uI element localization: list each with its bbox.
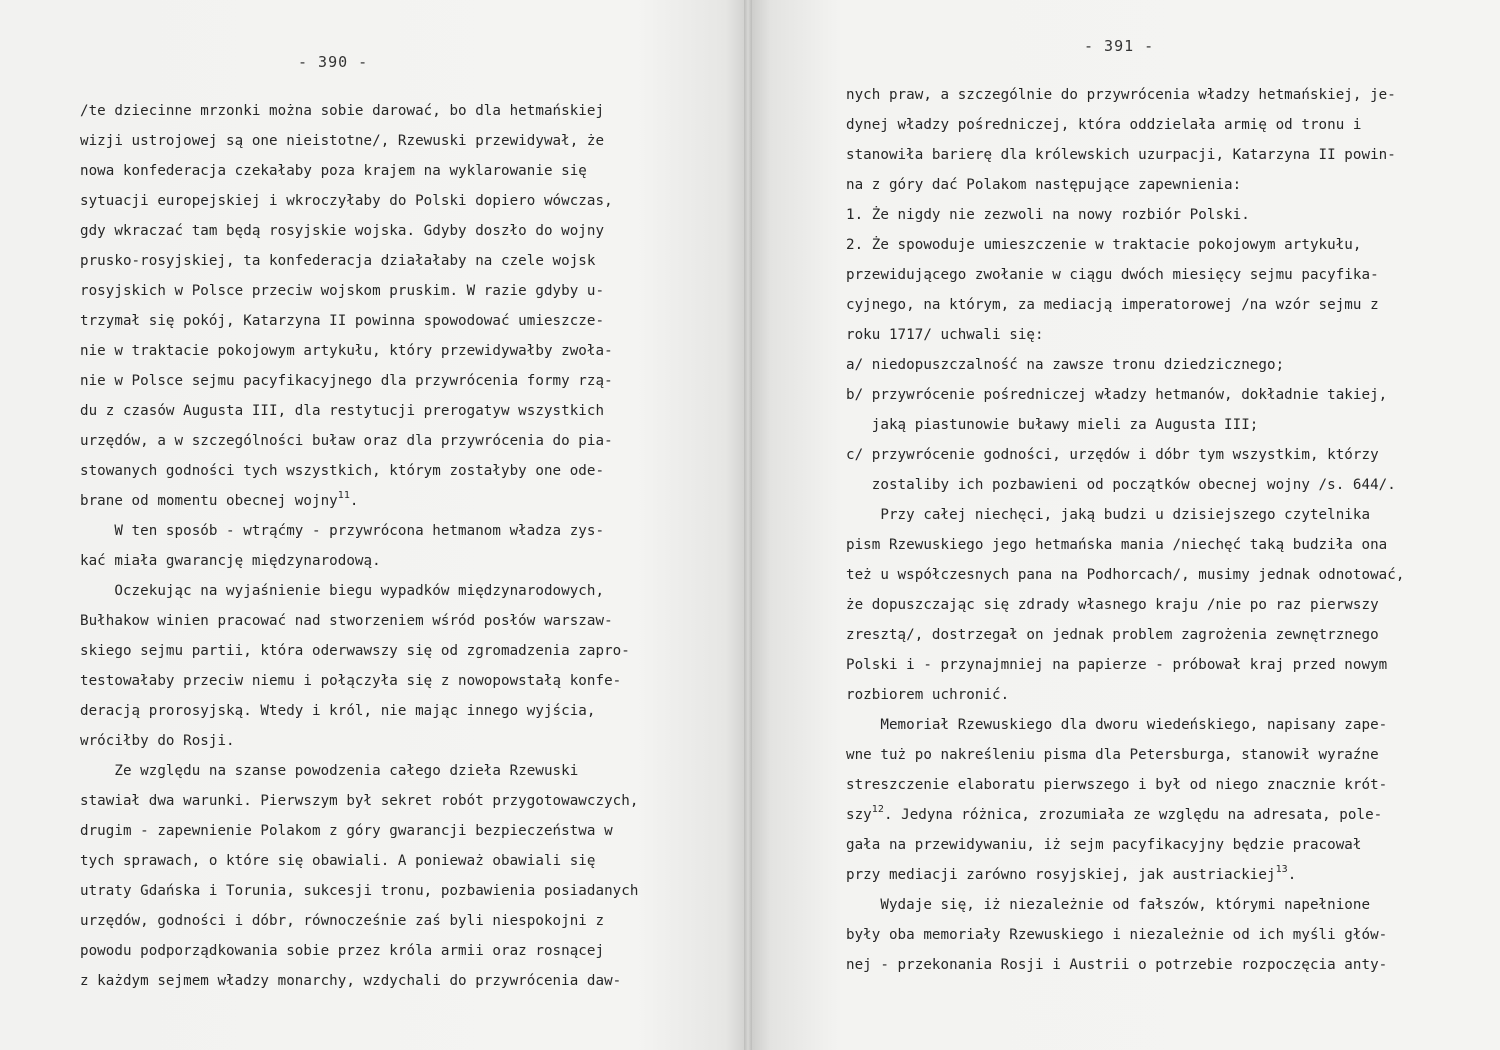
text-line: nie w traktacie pokojowym artykułu, który przewidywałby zwoła- (80, 343, 613, 359)
text-line: urzędów, a w szczególności buław oraz dla przywrócenia do pia- (80, 433, 613, 449)
text-line: wizji ustrojowej są one nieistotne/, Rzewuski przewidywał, że (80, 133, 605, 149)
text-line: du z czasów Augusta III, dla restytucji prerogatyw wszystkich (80, 403, 605, 419)
text-line-with-footnote (80, 492, 359, 510)
text-line: a/ niedopuszczalność na zawsze tronu dziedzicznego; (846, 357, 1285, 373)
text-line: stanowiła barierę dla królewskich uzurpacji, Katarzyna II powin- (846, 147, 1396, 163)
page-number-left: - 390 - (298, 53, 369, 71)
text-fragment: . (1287, 867, 1297, 883)
text-line: były oba memoriały Rzewuskiego i niezależnie od ich myśli głów- (846, 927, 1388, 943)
text-line: stowanych godności tych wszystkich, którym zostałyby one ode- (80, 463, 605, 479)
text-line: z każdym sejmem władzy monarchy, wzdychali do przywrócenia daw- (80, 973, 622, 989)
text-line: skiego sejmu partii, która oderwawszy się od zgromadzenia zapro- (80, 643, 630, 659)
text-line: wróciłby do Rosji. (80, 733, 235, 749)
text-fragment: . Jedyna różnica, zrozumiała ze względu na adresata, pole- (883, 807, 1383, 823)
text-line: utraty Gdańska i Torunia, sukcesji tronu, pozbawienia posiadanych (80, 883, 639, 899)
text-line: roku 1717/ uchwali się: (846, 327, 1044, 343)
text-line: urzędów, godności i dóbr, równocześnie zaś byli niespokojni z (80, 913, 605, 929)
text-line: trzymał się pokój, Katarzyna II powinna spowodować umieszcze- (80, 313, 605, 329)
text-line: Bułhakow winien pracować nad stworzeniem wśród posłów warszaw- (80, 613, 613, 629)
text-line: kać miała gwarancję międzynarodową. (80, 553, 381, 569)
text-line: jaką piastunowie buławy mieli za Augusta III; (846, 417, 1259, 433)
text-line: rozbiorem uchronić. (846, 687, 1010, 703)
footnote-marker-11: 11 (337, 490, 350, 501)
text-line: wne tuż po nakreśleniu pisma dla Petersburga, stanowił wyraźne (846, 747, 1379, 763)
text-line: c/ przywrócenie godności, urzędów i dóbr tym wszystkim, którzy (846, 447, 1379, 463)
footnote-marker-13: 13 (1275, 864, 1288, 875)
text-line: Oczekując na wyjaśnienie biegu wypadków międzynarodowych, (80, 583, 605, 599)
text-line: deracją prorosyjską. Wtedy i król, nie mając innego wyjścia, (80, 703, 596, 719)
text-line: nych praw, a szczególnie do przywrócenia władzy hetmańskiej, je- (846, 87, 1396, 103)
text-line: 1. Że nigdy nie zezwoli na nowy rozbiór Polski. (846, 207, 1250, 223)
text-line: zresztą/, dostrzegał on jednak problem zagrożenia zewnętrznego (846, 627, 1379, 643)
text-line: b/ przywrócenie pośredniczej władzy hetmanów, dokładnie takiej, (846, 387, 1388, 403)
page-number-right: - 391 - (1084, 37, 1155, 55)
text-line: przewidującego zwołanie w ciągu dwóch miesięcy sejmu pacyfika- (846, 267, 1379, 283)
text-line: prusko-rosyjskiej, ta konfederacja działałaby na czele wojsk (80, 253, 596, 269)
text-line: W ten sposób - wtrąćmy - przywrócona hetmanom władza zys- (80, 523, 605, 539)
text-line: 2. Że spowoduje umieszczenie w traktacie pokojowym artykułu, (846, 237, 1362, 253)
text-line: że dopuszczając się zdrady własnego kraju /nie po raz pierwszy (846, 597, 1379, 613)
text-line: Memoriał Rzewuskiego dla dworu wiedeńskiego, napisany zape- (846, 717, 1388, 733)
text-line: zostaliby ich pozbawieni od początków obecnej wojny /s. 644/. (846, 477, 1396, 493)
text-line: Przy całej niechęci, jaką budzi u dzisiejszego czytelnika (846, 507, 1371, 523)
text-fragment: szy (846, 807, 872, 823)
text-line: streszczenie elaboratu pierwszego i był od niego znacznie krót- (846, 777, 1388, 793)
footnote-marker-12: 12 (871, 804, 884, 815)
text-line: tych sprawach, o które się obawiali. A ponieważ obawiali się (80, 853, 596, 869)
text-line-with-footnote (846, 806, 1382, 824)
text-line: gdy wkraczać tam będą rosyjskie wojska. Gdyby doszło do wojny (80, 223, 605, 239)
text-line: stawiał dwa warunki. Pierwszym był sekret robót przygotowawczych, (80, 793, 639, 809)
text-line: sytuacji europejskiej i wkroczyłaby do Polski dopiero wówczas, (80, 193, 613, 209)
text-line: też u współczesnych pana na Podhorcach/, musimy jednak odnotować, (846, 567, 1405, 583)
text-line: rosyjskich w Polsce przeciw wojskom pruskim. W razie gdyby u- (80, 283, 605, 299)
text-line: testowałaby przeciw niemu i połączyła się z nowopowstałą konfe- (80, 673, 622, 689)
text-line: na z góry dać Polakom następujące zapewnienia: (846, 177, 1242, 193)
text-line: powodu podporządkowania sobie przez króla armii oraz rosnącej (80, 943, 605, 959)
text-line: Ze względu na szanse powodzenia całego dzieła Rzewuski (80, 763, 579, 779)
right-page (748, 0, 1500, 1050)
text-line: pism Rzewuskiego jego hetmańska mania /niechęć taką budziła ona (846, 537, 1388, 553)
text-line: /te dziecinne mrzonki można sobie darować, bo dla hetmańskiej (80, 103, 605, 119)
text-fragment: brane od momentu obecnej wojny (80, 493, 338, 509)
text-line: nowa konfederacja czekałaby poza krajem na wyklarowanie się (80, 163, 587, 179)
text-fragment: przy mediacji zarówno rosyjskiej, jak austriackiej (846, 867, 1276, 883)
text-line: cyjnego, na którym, za mediacją imperatorowej /na wzór sejmu z (846, 297, 1379, 313)
text-line-with-footnote (846, 866, 1296, 884)
text-line: drugim - zapewnienie Polakom z góry gwarancji bezpieczeństwa w (80, 823, 613, 839)
book-gutter (744, 0, 752, 1050)
text-line: nej - przekonania Rosji i Austrii o potrzebie rozpoczęcia anty- (846, 957, 1388, 973)
text-line: Polski i - przynajmniej na papierze - próbował kraj przed nowym (846, 657, 1388, 673)
left-page (0, 0, 748, 1050)
text-line: Wydaje się, iż niezależnie od fałszów, którymi napełnione (846, 897, 1371, 913)
text-line: nie w Polsce sejmu pacyfikacyjnego dla przywrócenia formy rzą- (80, 373, 613, 389)
text-line: gała na przewidywaniu, iż sejm pacyfikacyjny będzie pracował (846, 837, 1362, 853)
text-fragment: . (349, 493, 359, 509)
text-line: dynej władzy pośredniczej, która oddzielała armię od tronu i (846, 117, 1362, 133)
